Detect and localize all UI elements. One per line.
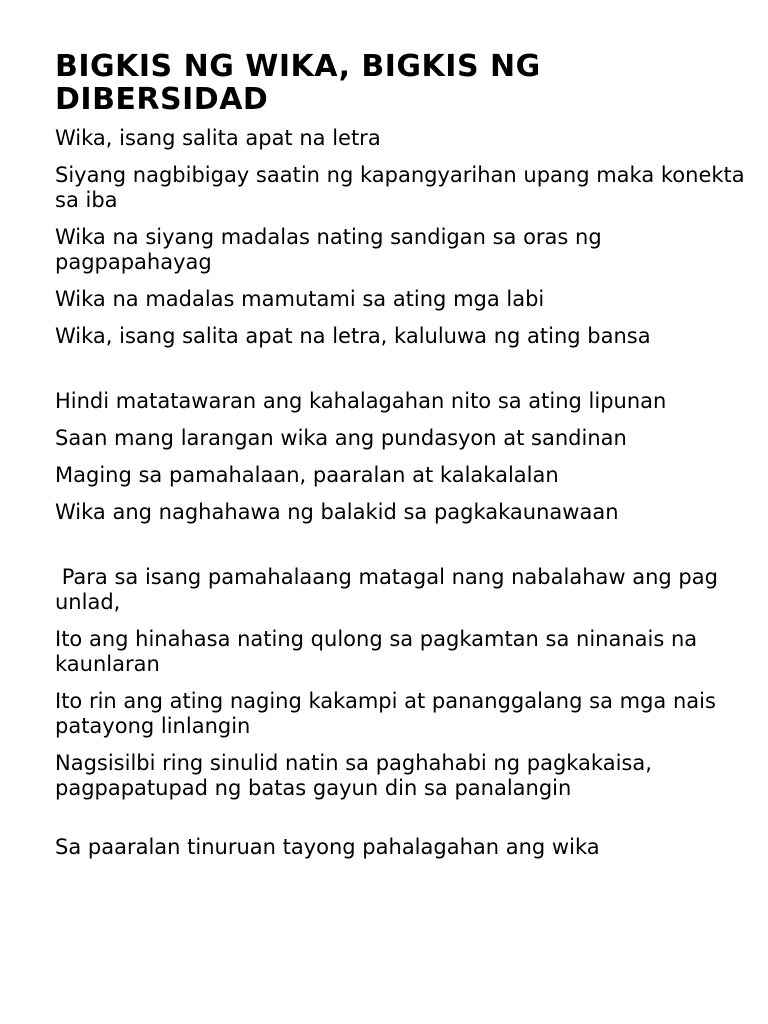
poem-line: Saan mang larangan wika ang pundasyon at sandinan <box>55 426 627 450</box>
stanza-spacer <box>55 813 745 835</box>
poem-line: Wika ang naghahawa ng balakid sa pagkakaunawaan <box>55 500 619 524</box>
stanza-2 <box>55 389 745 525</box>
poem-line: Wika, isang salita apat na letra, kaluluwa ng ating bansa <box>55 324 651 348</box>
document-page <box>55 49 752 872</box>
poem-line: Para sa isang pamahalaang matagal nang nabalahaw ang pag unlad, <box>55 565 725 614</box>
poem-line: Ito rin ang ating naging kakampi at pananggalang sa mga nais patayong linlangin <box>55 689 723 738</box>
poem-line: Siyang nagbibigay saatin ng kapangyarihan upang maka konekta sa iba <box>55 163 752 212</box>
poem-line: Hindi matatawaran ang kahalagahan nito sa ating lipunan <box>55 389 667 413</box>
poem-line: Wika, isang salita apat na letra <box>55 126 381 150</box>
poem-line: Nagsisilbi ring sinulid natin sa paghahabi ng pagkakaisa, pagpapatupad ng batas gayun din sa panalangin <box>55 751 659 800</box>
stanza-1 <box>55 126 752 349</box>
stanza-4 <box>55 835 745 860</box>
poem-line: Wika na siyang madalas nating sandigan sa oras ng pagpapahayag <box>55 225 609 274</box>
stanza-3 <box>55 565 745 801</box>
poem-line: Wika na madalas mamutami sa ating mga labi <box>55 287 545 311</box>
document-title: BIGKIS NG WIKA, BIGKIS NG DIBERSIDAD <box>55 49 541 117</box>
stanza-spacer <box>55 537 745 565</box>
poem-line: Sa paaralan tinuruan tayong pahalagahan ang wika <box>55 835 600 859</box>
poem-line: Ito ang hinahasa nating qulong sa pagkamtan sa ninanais na kaunlaran <box>55 627 704 676</box>
stanza-spacer <box>55 361 745 389</box>
poem-line: Maging sa pamahalaan, paaralan at kalakalalan <box>55 463 559 487</box>
